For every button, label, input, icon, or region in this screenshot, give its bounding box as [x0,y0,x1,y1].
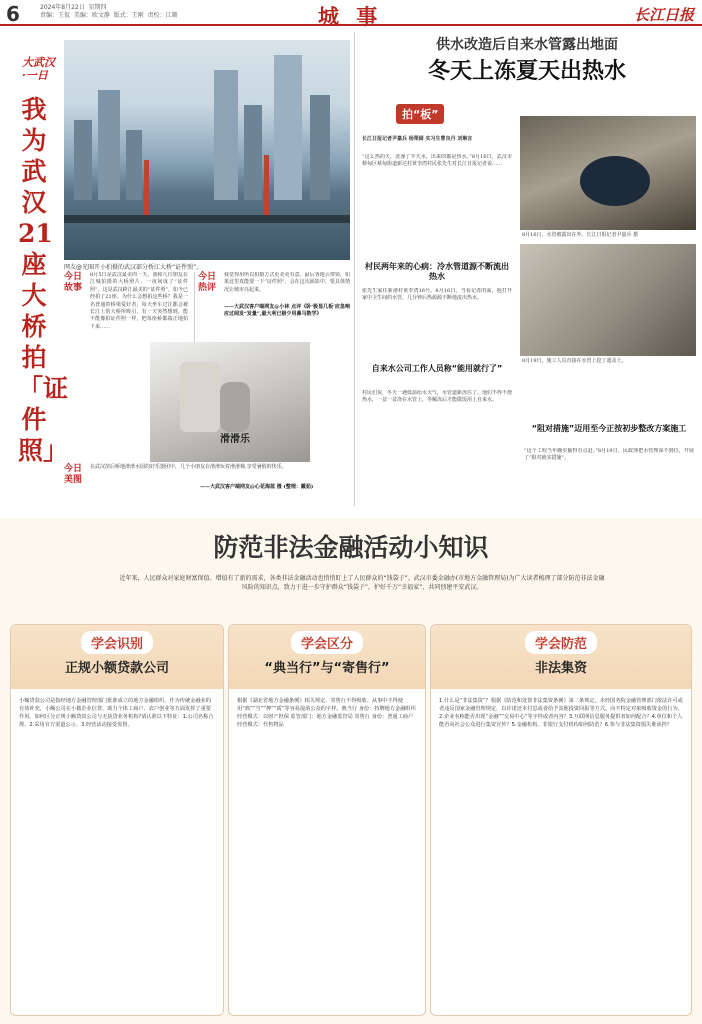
pipe-photo-2 [520,244,696,356]
story-text: 8月5日是武汉最美的一天，我和几位朋友在江城拍摄的大桥照片，一夜间成了“证件照”。这是武汉跨江最美的“证件照”，如今已经拍了21座。为什么会想拍这些桥？我是一名普通的桥梁爱好者，每天坐车过江都会被长江上的大桥所吸引，有一天突然想到，能不能像拍证件照一样，把每座桥都端正地拍下来…… [90,272,188,330]
card-2-body: 根据《湖北省地方金融条例》相关规定，寄售行不得吸收、从事中不得使用“典”“当”“押”“质”等容易混淆公众的字样。典当行 身份：持牌地方金融组织 经营模式：以财产担保 监管部门：地方金融监管局 寄售行 身份：普通工商户 经营模式：代售物品 [237,698,416,728]
today-hot-tag: 今日热评 [198,272,217,293]
card-1-body: 小额贷款公司是指经地方金融管理部门批准成立的地方金融组织，作为传统金融业的有效补充，小额公司在小微企业信贷、助力个体工商户、农户创业等方面发挥了重要作用。如何区分正规小额贷款公司与无执贷业务机构?请认准以下特征：1.公司名称合规。2.采用官方渠道公示。3.经营活动接受监督。 [19,698,214,728]
card-3-body: 1.什么是“非法集资”？根据《防范和处置非法集资条例》第二条规定，未经国务院金融管理部门依法许可或者违反国家金融管理规定，以许诺还本付息或者给予其他投资回报等方式，向不特定对象吸收资金的行为。2.企业名称能否出现“金融”“交易中心”等字样或者内容？3.互联网信息服务提供者如何配合？4.单位和个人能否向社会公众进行集资宣传？5.金融机构、非银行支付机构如何防范？6.参与非法集资损失谁承担？ [439,698,683,728]
photo2-caption: 滑滑乐 [220,434,250,445]
card-2-pill: 学会区分 [291,631,363,654]
today-beauty-tag: 今日美图 [64,464,83,485]
hot-quote: ——大武汉客户端网友@小林 点评《卧‘极显几板’应急响应过阅发“发量”,最大利已极少用鼻马数学》 [224,304,350,318]
page-header [0,0,702,29]
card-2-title: “典当行”与“寄售行” [264,661,390,676]
article-byline: 长江日报记者尹嘉兵 杨榮綺 实习生曹良丹 刘琳言 [362,136,473,142]
card-3-title: 非法集资 [534,661,587,676]
meta-date: 2024年8月22日 星期四 [40,4,107,11]
today-story-tag: 今日故事 [64,272,83,293]
bottom-title: 防范非法金融活动小知识 [213,533,489,562]
beauty-credit: ——大武汉客户端网友@心花海蓝 摄 (整理：戴茹) [200,484,314,490]
article-body-1: 张先生家住新港村黄李湾16号。8月16日，当看记者的面，他打开家中卫生间的水管，几分钟后热源源不断地流出热水。 [362,288,512,302]
article-kicker: 供水改造后自来水管露出地面 [436,37,618,53]
right-article [358,34,696,85]
card-1 [10,624,224,1016]
bottom-intro: 近年来，人民群众对家庭财富保值、增值有了新的需求，各类非法金融活动也悄悄盯上了人民群众的“钱袋子”。武汉市委金融办(市地方金融管理局)为广大读者梳理了部分防范非法金融风险的知识点，致力于进一步守护群众“钱袋子”，护好千万“幸福家”，共同创建平安武汉。 [119,575,605,591]
newspaper-logo: 长江日报 [633,6,694,24]
card-1-pill: 学会识别 [81,631,153,654]
photo-caption-a: 8月16日，水管被露出在外。长江日报记者尹嘉兵 摄 [522,232,639,238]
article-body-2: 村民们说，冬天一遇低温给水天气，水管道新冻住了。他们不得不烧热水，一盆一盆浇在水管上，等解冻后才能做饭用上自来水。 [362,390,512,404]
photo-caption-b: 8月19日，施工人员直接在水管上挖了遮盖土。 [522,358,627,364]
subhead-2: 自来水公司工作人员称“能用就行了” [371,364,503,373]
hot-text: 我觉得用所以拍摄方式更美更有意。最后各地云带领，如果这里真能要一下“证件照”，会在这次面影中，要具体情况让城市亮起来。 [224,272,350,293]
page-number: 6 [6,2,20,26]
card-1-title: 正规小额贷款公司 [64,661,169,676]
bottom-section [0,518,702,1024]
left-headline: 我为武汉21座大桥拍「证件照」 [18,95,69,465]
article-body-3: “这个工程当年确实偷得有点赶。”8月19日，民政理把水管理深不到位，开展了“阻对就实措施”。 [524,448,694,462]
section-title: 城 事 [318,4,383,29]
bridges-photo [64,40,350,260]
beauty-text: 在武汉滨后桥地滑滑水园的好乐器团中，几个小朋友在滑滑玩着滑滑梯,享受暑假的快乐。 [90,464,287,470]
subhead-3: “阻对措施”迈用至今正按初步整改方案施工 [531,424,687,433]
article-tag: 拍“板” [396,104,444,124]
article-lead: “这么热的天，洗澡了半天水，出来的都是热水。”8月16日，武汉市蔡甸区蔡甸街道新达村黄李湾村民张先生对长江日报记者说…… [362,154,512,168]
column-badge: 大武汉·一日 [22,56,55,82]
page-meta [40,4,177,20]
subhead-1: 村民两年来的心病：冷水管道源不断流出热水 [365,262,509,281]
pipe-photo-1 [520,116,696,230]
card-2 [228,624,426,1016]
photo-caption: 网友@光圈开小拍摄的武汉部分桥江大桥“证件照”。 [64,264,203,271]
card-3-pill: 学会防范 [525,631,597,654]
meta-editors: 责编：王侃 美编：欧文静 版式：王刚 责校：江珊 [40,12,178,19]
card-3 [430,624,692,1016]
article-headline: 冬天上冻夏天出热水 [427,59,626,84]
